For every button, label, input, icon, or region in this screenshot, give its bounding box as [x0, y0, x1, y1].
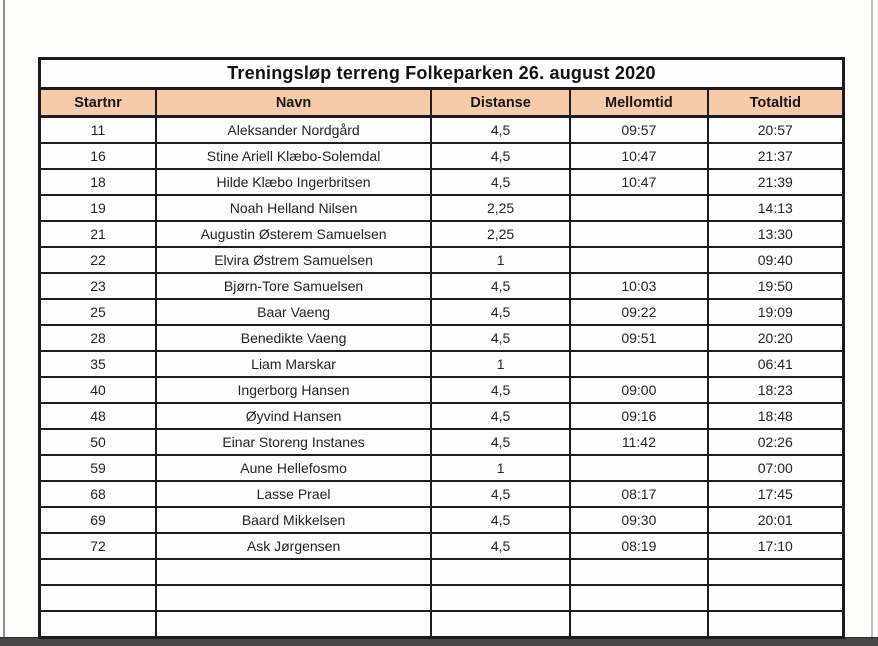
table-row	[40, 507, 844, 533]
table-row	[40, 273, 844, 299]
table-cell	[570, 247, 707, 273]
table-cell: 59	[40, 455, 157, 481]
col-header-distanse: Distanse	[431, 89, 570, 117]
table-cell: 08:19	[570, 533, 707, 559]
table-cell: 28	[40, 325, 157, 351]
table-cell: 4,5	[431, 481, 570, 507]
table-cell	[708, 559, 844, 585]
table-cell	[156, 611, 431, 638]
table-cell: 50	[40, 429, 157, 455]
table-cell: 4,5	[431, 143, 570, 169]
table-cell: Benedikte Vaeng	[156, 325, 431, 351]
table-cell	[40, 611, 157, 638]
table-cell	[570, 351, 707, 377]
table-cell: 2,25	[431, 195, 570, 221]
table-cell: Elvira Østrem Samuelsen	[156, 247, 431, 273]
col-header-mellomtid: Mellomtid	[570, 89, 707, 117]
table-cell: 1	[431, 455, 570, 481]
table-cell: 20:57	[708, 117, 844, 144]
table-row	[40, 403, 844, 429]
table-cell	[570, 585, 707, 611]
table-row	[40, 429, 844, 455]
table-cell: 22	[40, 247, 157, 273]
table-cell: Aune Hellefosmo	[156, 455, 431, 481]
table-cell: 4,5	[431, 325, 570, 351]
table-cell: 68	[40, 481, 157, 507]
table-row	[40, 299, 844, 325]
table-cell	[570, 455, 707, 481]
table-cell: Hilde Klæbo Ingerbritsen	[156, 169, 431, 195]
table-cell: Øyvind Hansen	[156, 403, 431, 429]
table-cell: 09:22	[570, 299, 707, 325]
table-cell: 4,5	[431, 429, 570, 455]
col-header-startnr: Startnr	[40, 89, 157, 117]
table-cell	[570, 195, 707, 221]
table-cell: 25	[40, 299, 157, 325]
table-cell: 35	[40, 351, 157, 377]
table-cell: 09:51	[570, 325, 707, 351]
table-cell: 19:09	[708, 299, 844, 325]
table-cell: 17:10	[708, 533, 844, 559]
table-cell	[40, 559, 157, 585]
table-cell: 20:01	[708, 507, 844, 533]
table-cell: 18	[40, 169, 157, 195]
table-cell: 4,5	[431, 403, 570, 429]
table-body	[40, 117, 844, 638]
table-row	[40, 143, 844, 169]
table-cell: 10:03	[570, 273, 707, 299]
table-cell: 21:39	[708, 169, 844, 195]
table-cell: 18:48	[708, 403, 844, 429]
table-row	[40, 533, 844, 559]
col-header-navn: Navn	[156, 89, 431, 117]
table-row	[40, 169, 844, 195]
table-cell: 4,5	[431, 507, 570, 533]
table-cell: 19	[40, 195, 157, 221]
table-row	[40, 481, 844, 507]
table-cell: Lasse Prael	[156, 481, 431, 507]
table-cell	[156, 585, 431, 611]
table-row	[40, 585, 844, 611]
table-cell: 4,5	[431, 273, 570, 299]
table-cell: 17:45	[708, 481, 844, 507]
table-row	[40, 455, 844, 481]
table-cell: 07:00	[708, 455, 844, 481]
table-row	[40, 377, 844, 403]
table-cell: 09:57	[570, 117, 707, 144]
table-cell	[570, 221, 707, 247]
table-row	[40, 351, 844, 377]
table-cell: 11	[40, 117, 157, 144]
table-cell: Aleksander Nordgård	[156, 117, 431, 144]
table-cell: 4,5	[431, 299, 570, 325]
table-cell: 21:37	[708, 143, 844, 169]
table-row	[40, 611, 844, 638]
table-cell	[431, 611, 570, 638]
title-row	[40, 59, 844, 89]
page-title: Treningsløp terreng Folkeparken 26. august 2020	[40, 59, 844, 89]
table-cell: 09:16	[570, 403, 707, 429]
table-cell: 06:41	[708, 351, 844, 377]
table-row	[40, 247, 844, 273]
table-cell	[570, 611, 707, 638]
table-cell	[708, 611, 844, 638]
table-cell: 09:00	[570, 377, 707, 403]
table-cell: 1	[431, 351, 570, 377]
table-row	[40, 559, 844, 585]
table-cell: Ask Jørgensen	[156, 533, 431, 559]
table-cell: 40	[40, 377, 157, 403]
table-row	[40, 325, 844, 351]
table-cell	[708, 585, 844, 611]
table-cell: 08:17	[570, 481, 707, 507]
table-cell: 2,25	[431, 221, 570, 247]
table-cell	[40, 585, 157, 611]
table-cell: 69	[40, 507, 157, 533]
table-cell: Stine Ariell Klæbo-Solemdal	[156, 143, 431, 169]
header-row	[40, 89, 844, 117]
table-cell: 4,5	[431, 117, 570, 144]
table-row	[40, 221, 844, 247]
photo-left-edge	[3, 0, 5, 645]
table-cell: 10:47	[570, 143, 707, 169]
table-cell: Einar Storeng Instanes	[156, 429, 431, 455]
table-cell	[570, 559, 707, 585]
table-cell: 09:40	[708, 247, 844, 273]
table-cell: 21	[40, 221, 157, 247]
table-cell: 48	[40, 403, 157, 429]
table-row	[40, 117, 844, 144]
table-cell	[431, 585, 570, 611]
table-cell: Liam Marskar	[156, 351, 431, 377]
table-cell: 10:47	[570, 169, 707, 195]
table-cell	[156, 559, 431, 585]
col-header-totaltid: Totaltid	[708, 89, 844, 117]
table-cell: 16	[40, 143, 157, 169]
table-cell: Baard Mikkelsen	[156, 507, 431, 533]
table-cell: Augustin Østerem Samuelsen	[156, 221, 431, 247]
photo-right-edge	[871, 0, 873, 645]
table-cell: 1	[431, 247, 570, 273]
table-cell: 4,5	[431, 169, 570, 195]
table-cell: 4,5	[431, 377, 570, 403]
table-cell: Bjørn-Tore Samuelsen	[156, 273, 431, 299]
table-cell: 19:50	[708, 273, 844, 299]
table-cell: 4,5	[431, 533, 570, 559]
table-cell: 14:13	[708, 195, 844, 221]
table-cell: 11:42	[570, 429, 707, 455]
table-cell: Noah Helland Nilsen	[156, 195, 431, 221]
table-cell: Baar Vaeng	[156, 299, 431, 325]
table-cell: 02:26	[708, 429, 844, 455]
table-cell	[431, 559, 570, 585]
results-table	[38, 57, 845, 639]
table-cell: 13:30	[708, 221, 844, 247]
table-cell: 23	[40, 273, 157, 299]
table-cell: 18:23	[708, 377, 844, 403]
table-row	[40, 195, 844, 221]
table-cell: 20:20	[708, 325, 844, 351]
table-cell: Ingerborg Hansen	[156, 377, 431, 403]
table-cell: 09:30	[570, 507, 707, 533]
table-cell: 72	[40, 533, 157, 559]
